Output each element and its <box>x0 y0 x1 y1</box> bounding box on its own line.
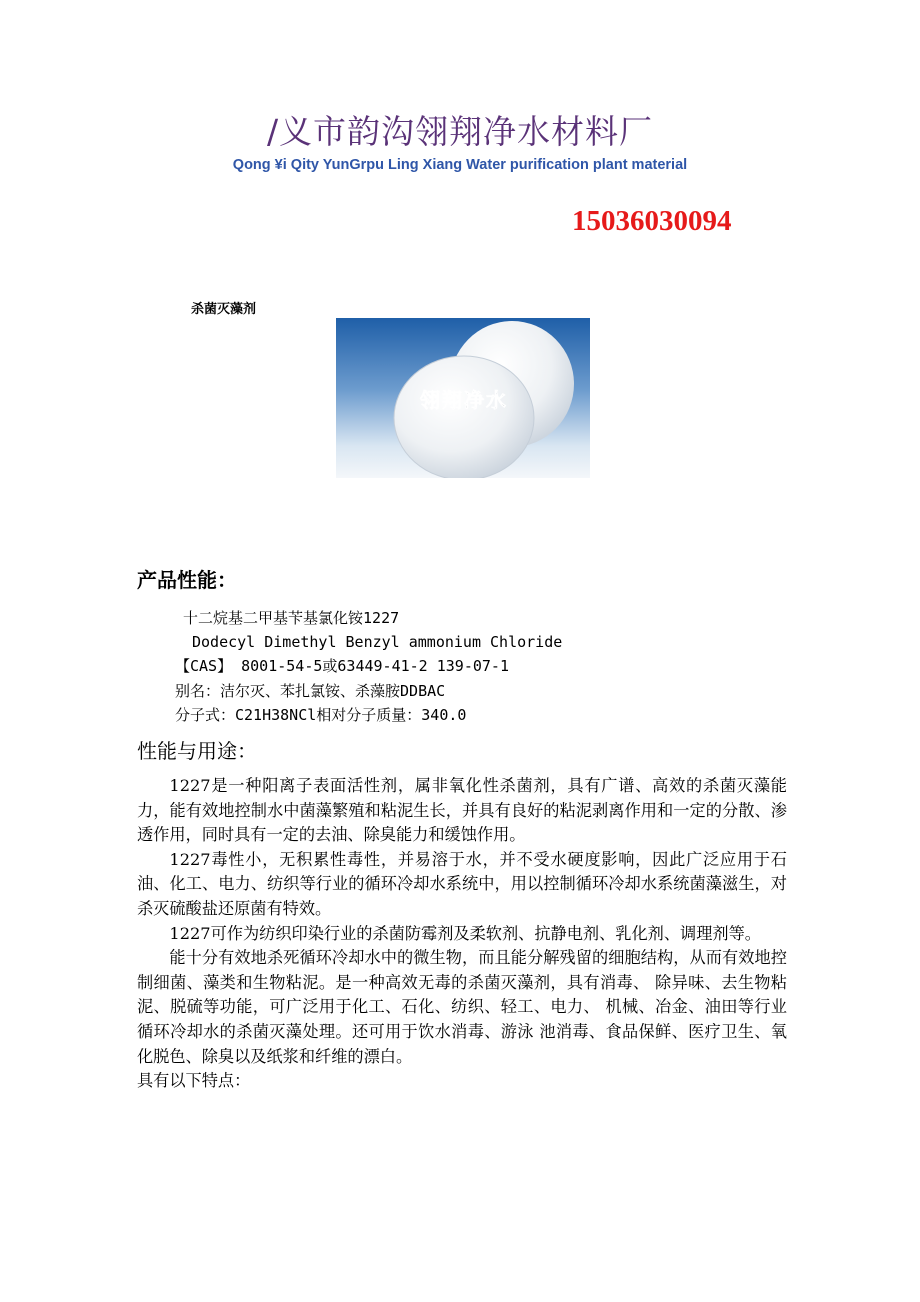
phone-number: 15036030094 <box>572 205 732 237</box>
spec-alias: 别名：洁尔灭、苯扎氯铵、杀藻胺DDBAC <box>175 682 446 700</box>
product-label: 杀菌灭藻剂 <box>191 302 257 317</box>
spec-cas: 【CAS】 8001-54-5或63449-41-2 139-07-1 <box>175 657 509 675</box>
usage-paragraph: 1227毒性小，无积累性毒性，并易溶于水，并不受水硬度影响，因此广泛应用于石油、化工、电力、纺织等行业的循环冷却水系统中，用以控制循环冷却水系统菌藻滋生，对杀灭硫酸盐还原菌有特效。 <box>137 849 787 918</box>
product-image <box>336 318 590 478</box>
company-name-english: Qong ¥i Qity YunGrpu Ling Xiang Water purification plant material <box>232 157 688 173</box>
company-name-chinese: /义市韵沟翎翔净水材料厂 <box>266 112 654 151</box>
tablet-front <box>394 356 534 478</box>
spec-english-name: Dodecyl Dimethyl Benzyl ammonium Chloride <box>192 633 563 651</box>
usage-heading: 性能与用途： <box>137 739 257 763</box>
image-watermark: 翎翔净水 <box>420 388 508 412</box>
performance-heading: 产品性能： <box>137 568 237 592</box>
usage-paragraph: 能十分有效地杀死循环冷却水中的微生物，而且能分解残留的细胞结构，从而有效地控制细菌、藻类和生物粘泥。是一种高效无毒的杀菌灭藻剂，具有消毒、 除异味、去生物粘泥、脱硫等功能，可广泛用于化工、石化、纺织、轻工、电力、 机械、冶金、油田等行业循环冷却水的杀菌灭藻处理。还可用于饮水消毒、游泳 池消毒、食品保鲜、医疗卫生、氧化脱色、除臭以及纸浆和纤维的漂白。 <box>137 948 787 1066</box>
spec-formula: 分子式：C21H38NCl相对分子质量：340.0 <box>175 706 467 724</box>
spec-chemical-name: 十二烷基二甲基苄基氯化铵1227 <box>183 609 400 627</box>
usage-paragraph: 1227是一种阳离子表面活性剂，属非氧化性杀菌剂，具有广谱、高效的杀菌灭藻能力，能有效地控制水中菌藻繁殖和粘泥生长，并具有良好的粘泥剥离作用和一定的分散、渗透作用，同时具有一定的去油、除臭能力和缓蚀作用。 <box>137 776 787 845</box>
usage-paragraph: 1227可作为纺织印染行业的杀菌防霉剂及柔软剂、抗静电剂、乳化剂、调理剂等。 <box>169 923 761 943</box>
usage-closing: 具有以下特点： <box>137 1071 251 1091</box>
usage-body <box>137 774 787 1094</box>
